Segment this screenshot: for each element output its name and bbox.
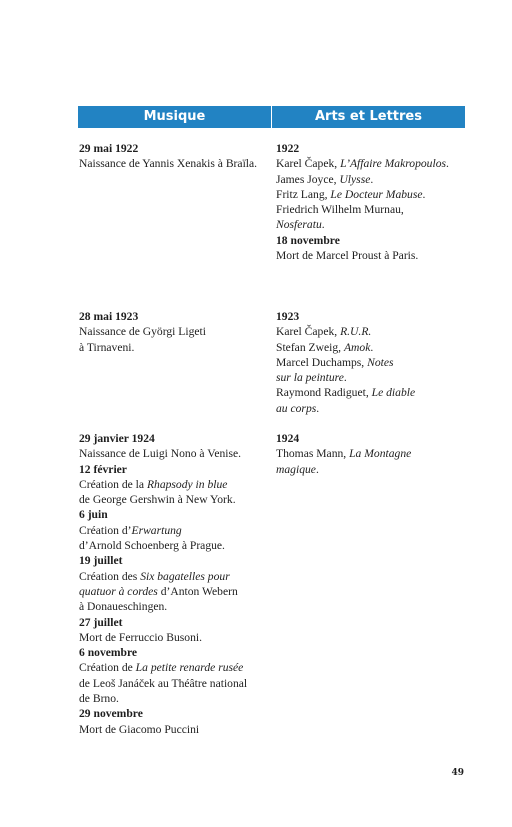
music-entry-1923 <box>79 309 269 355</box>
entry-date: 28 mai 1923 <box>79 310 139 323</box>
entry-year: 1923 <box>276 310 300 323</box>
entry-line: au corps. <box>276 401 320 415</box>
entry-line: Raymond Radiguet, Le diable <box>276 386 416 400</box>
entry-line: quatuor à cordes d’Anton Webern <box>79 584 238 598</box>
entry-line: à Donaueschingen. <box>79 600 168 614</box>
entry-date: 29 janvier 1924 <box>79 432 155 445</box>
entry-year: 1924 <box>276 432 300 445</box>
arts-entry-1922 <box>276 141 466 263</box>
entry-line: Nosferatu. <box>276 218 325 232</box>
entry-date: 19 juillet <box>79 554 123 568</box>
entry-line: Friedrich Wilhelm Murnau, <box>276 203 404 217</box>
entry-line: de Brno. <box>79 692 119 706</box>
entry-line: Karel Čapek, L’Affaire Makropoulos. <box>276 157 449 171</box>
entry-date: 29 mai 1922 <box>79 142 139 155</box>
entry-line: James Joyce, Ulysse. <box>276 172 374 186</box>
entry-line: Fritz Lang, Le Docteur Mabuse. <box>276 187 426 201</box>
entry-line: d’Arnold Schoenberg à Prague. <box>79 539 225 553</box>
entry-line: Mort de Marcel Proust à Paris. <box>276 249 419 263</box>
entry-line: de George Gershwin à New York. <box>79 493 236 507</box>
entry-date: 6 juin <box>79 508 108 522</box>
music-column-header: Musique <box>78 106 272 128</box>
entry-line: de Leoš Janáček au Théâtre national <box>79 676 248 690</box>
entry-date: 6 novembre <box>79 646 138 660</box>
arts-entry-1924 <box>276 431 466 477</box>
entry-line: Création d’Erwartung <box>79 523 182 537</box>
entry-date: 29 novembre <box>79 707 143 721</box>
entry-line: Marcel Duchamps, Notes <box>276 355 394 369</box>
entry-line: Création de La petite renarde rusée <box>79 661 244 675</box>
entry-text: Naissance de Yannis Xenakis à Braïla. <box>79 157 258 171</box>
entry-line: Mort de Ferruccio Busoni. <box>79 630 203 644</box>
music-entry-1924 <box>79 431 269 737</box>
entry-line: Création de la Rhapsody in blue <box>79 477 228 491</box>
music-entry-1922 <box>79 141 269 172</box>
entry-date: 18 novembre <box>276 233 340 247</box>
arts-column-header: Arts et Lettres <box>314 109 422 124</box>
entry-line: Thomas Mann, La Montagne <box>276 447 412 461</box>
entry-line: sur la peinture. <box>276 371 347 385</box>
entry-date: 12 février <box>79 462 127 476</box>
entry-date: 27 juillet <box>79 615 123 629</box>
entry-line: Karel Čapek, R.U.R. <box>276 325 372 339</box>
entry-year: 1922 <box>276 142 300 155</box>
entry-line: Mort de Giacomo Puccini <box>79 722 200 736</box>
entry-line: magique. <box>276 462 319 476</box>
entry-line: Création des Six bagatelles pour <box>79 569 230 583</box>
entry-line: Stefan Zweig, Amok. <box>276 340 374 354</box>
column-header-bar <box>78 106 465 128</box>
entry-line: à Tirnaveni. <box>79 340 135 354</box>
arts-entry-1923 <box>276 309 466 416</box>
entry-line: Naissance de Luigi Nono à Venise. <box>79 447 242 461</box>
page-number: 49 <box>451 768 464 778</box>
entry-line: Naissance de Györgi Ligeti <box>79 325 206 339</box>
